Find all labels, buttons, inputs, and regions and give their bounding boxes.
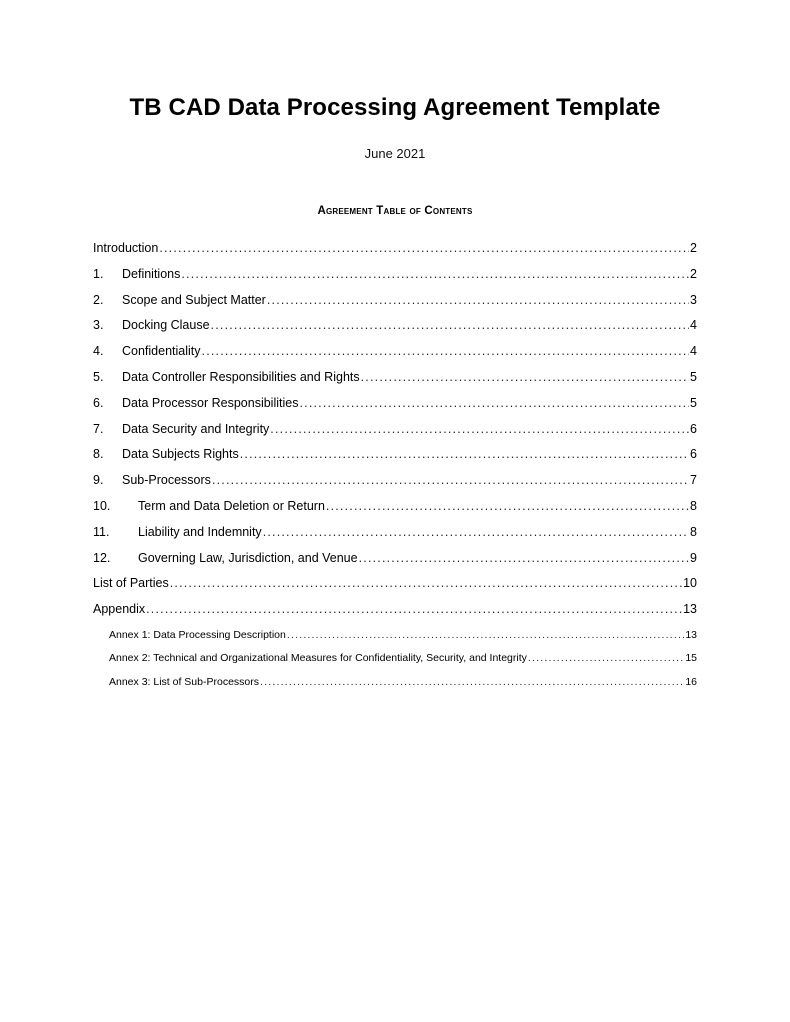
toc-entry-page: 13 (683, 602, 697, 617)
toc-entry-annex-1[interactable] (93, 625, 697, 649)
toc-entry-number: 2. (93, 292, 104, 307)
toc-entry-page: 13 (685, 628, 697, 641)
toc-leader-dots (202, 341, 690, 361)
toc-leader-dots (211, 315, 690, 335)
toc-entry-label: Definitions (122, 266, 181, 281)
toc-entry-governing-law[interactable] (93, 548, 697, 574)
toc-entry-label: Data Controller Responsibilities and Rights (122, 369, 360, 384)
toc-leader-dots (270, 419, 689, 439)
toc-entry-page: 4 (690, 318, 697, 333)
toc-entry-label: Sub-Processors (122, 473, 211, 488)
toc-entry-page: 6 (690, 447, 697, 462)
toc-entry-number: 1. (93, 266, 104, 281)
toc-entry-page: 7 (690, 473, 697, 488)
toc-entry-page: 15 (685, 652, 697, 665)
toc-entry-label: Data Subjects Rights (122, 447, 239, 462)
toc-entry-label: Governing Law, Jurisdiction, and Venue (138, 550, 358, 565)
toc-entry-page: 6 (690, 421, 697, 436)
toc-entry-number: 12. (93, 550, 111, 565)
toc-entry-introduction[interactable] (93, 238, 697, 264)
toc-entry-number: 5. (93, 369, 104, 384)
toc-entry-page: 3 (690, 292, 697, 307)
toc-entry-label: Annex 2: Technical and Organizational Measures for Confidentiality, Security, and Integrity (109, 652, 527, 665)
toc-entry-data-security-and-integrity[interactable] (93, 419, 697, 445)
toc-entry-page: 5 (690, 395, 697, 410)
toc-entry-label: Term and Data Deletion or Return (138, 498, 325, 513)
toc-leader-dots (359, 548, 689, 568)
toc-entry-number: 4. (93, 344, 104, 359)
toc-entry-label: List of Parties (93, 576, 169, 591)
toc-entry-scope-and-subject-matter[interactable] (93, 290, 697, 316)
toc-leader-dots (287, 625, 684, 645)
toc-entry-number: 9. (93, 473, 104, 488)
toc-entry-page: 5 (690, 369, 697, 384)
toc-entry-number: 7. (93, 421, 104, 436)
toc-entry-number: 10. (93, 498, 111, 513)
toc-entry-data-controller-responsibilities[interactable] (93, 367, 697, 393)
document-date: June 2021 (364, 146, 426, 161)
toc-entry-page: 16 (685, 675, 697, 688)
toc-entry-label: Annex 3: List of Sub-Processors (109, 675, 259, 688)
toc-leader-dots (361, 367, 689, 387)
toc-entry-page: 2 (690, 241, 697, 255)
document-title: TB CAD Data Processing Agreement Template (129, 94, 661, 121)
toc-entry-sub-processors[interactable] (93, 470, 697, 496)
toc-entry-confidentiality[interactable] (93, 341, 697, 367)
toc-entry-label: Confidentiality (122, 344, 201, 359)
toc-leader-dots (181, 264, 689, 284)
toc-entry-page: 8 (690, 524, 697, 539)
toc-entry-label: Data Processor Responsibilities (122, 395, 299, 410)
toc-entry-number: 6. (93, 395, 104, 410)
toc-heading: Agreement Table of Contents (317, 205, 473, 217)
toc-entry-number: 11. (93, 524, 110, 539)
toc-entry-list-of-parties[interactable] (93, 573, 697, 599)
toc-leader-dots (326, 496, 689, 516)
toc-entry-label: Liability and Indemnity (138, 524, 262, 539)
toc-leader-dots (263, 522, 689, 542)
toc-entry-label: Scope and Subject Matter (122, 292, 266, 307)
toc-leader-dots (260, 672, 684, 692)
toc-entry-page: 8 (690, 498, 697, 513)
toc-entry-appendix[interactable] (93, 599, 697, 625)
toc-leader-dots (159, 238, 689, 258)
toc-entry-page: 4 (690, 344, 697, 359)
toc-leader-dots (240, 444, 689, 464)
toc-entry-data-processor-responsibilities[interactable] (93, 393, 697, 419)
toc-entry-page: 9 (690, 550, 697, 565)
toc-entry-label: Introduction (93, 241, 159, 255)
toc-entry-label: Annex 1: Data Processing Description (109, 628, 286, 641)
toc-entry-label: Data Security and Integrity (122, 421, 270, 436)
toc-leader-dots (170, 573, 682, 593)
toc-entry-label: Appendix (93, 602, 146, 617)
toc-entry-liability-and-indemnity[interactable] (93, 522, 697, 548)
toc-entry-annex-3[interactable] (93, 672, 697, 696)
table-of-contents (93, 238, 697, 695)
toc-leader-dots (212, 470, 689, 490)
toc-entry-data-subjects-rights[interactable] (93, 444, 697, 470)
toc-entry-page: 2 (690, 266, 697, 281)
toc-leader-dots (146, 599, 682, 619)
toc-leader-dots (299, 393, 689, 413)
toc-entry-label: Docking Clause (122, 318, 210, 333)
toc-leader-dots (267, 290, 689, 310)
toc-entry-page: 10 (683, 576, 697, 591)
toc-entry-annex-2[interactable] (93, 648, 697, 672)
toc-entry-docking-clause[interactable] (93, 315, 697, 341)
toc-entry-term-and-data-deletion[interactable] (93, 496, 697, 522)
toc-leader-dots (528, 648, 684, 668)
toc-entry-definitions[interactable] (93, 264, 697, 290)
toc-entry-number: 8. (93, 447, 104, 462)
toc-entry-number: 3. (93, 318, 104, 333)
